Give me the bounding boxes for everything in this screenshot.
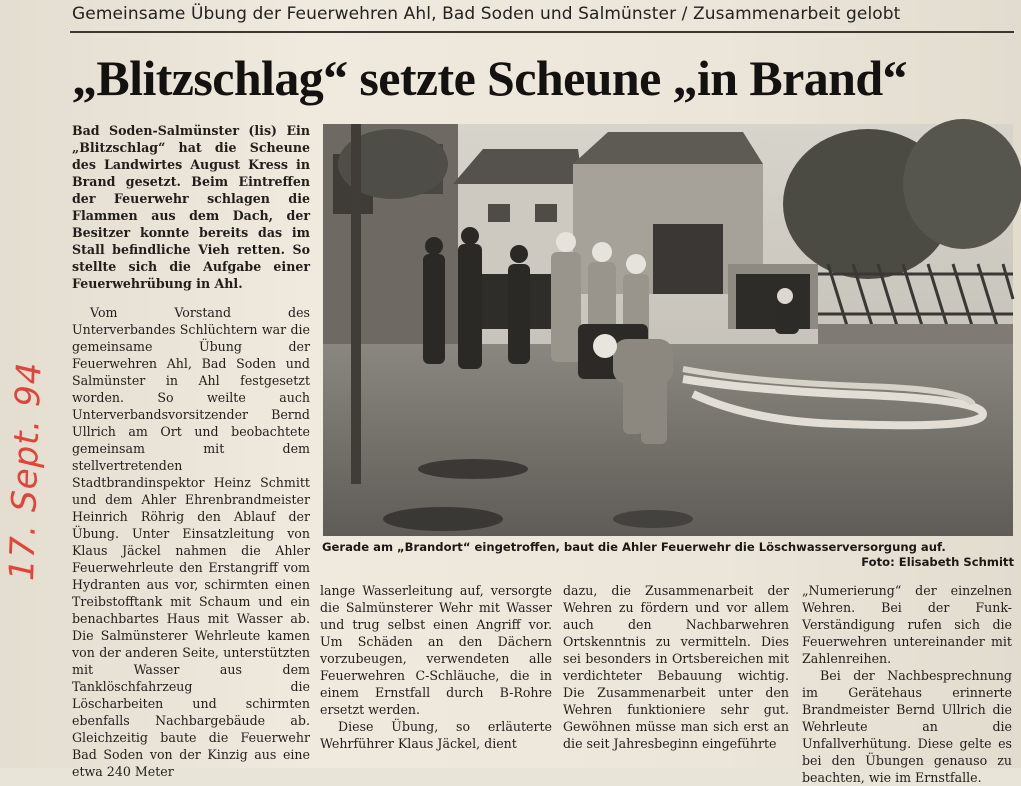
article-headline: „Blitzschlag“ setzte Scheune „in Brand“ <box>72 50 907 106</box>
kicker-rule <box>70 31 1014 33</box>
column-4-paragraph-2: Bei der Nachbesprechnung im Gerätehaus erinnerte Brandmeister Bernd Ullrich die Wehrleute an die Unfallverhütung. Diese gelte es bei den Übungen genauso zu beachten, wie im Ernstfalle. <box>802 668 1012 785</box>
article-column-4 <box>802 582 1012 786</box>
article-kicker: Gemeinsame Übung der Feuerwehren Ahl, Bad Soden und Salmünster / Zusammenarbeit gelobt <box>72 4 901 24</box>
column-2-paragraph-2: Diese Übung, so erläuterte Wehrführer Klaus Jäckel, dient <box>320 719 552 751</box>
column-4-paragraph-1: „Numerierung“ der einzelnen Wehren. Bei der Funk-Verständigung rufen sich die Feuerwehren untereinander mit Zahlenreihen. <box>802 583 1012 666</box>
photo-credit: Foto: Elisabeth Schmitt <box>861 555 1014 569</box>
fire-drill-photo <box>323 124 1013 536</box>
photo-caption <box>322 540 1014 570</box>
article-lead <box>72 122 310 292</box>
article-photo <box>323 124 1013 536</box>
lead-paragraph: Bad Soden-Salmünster (lis) Ein „Blitzschlag“ hat die Scheune des Landwirtes August Kress in Brand gesetzt. Beim Eintreffen der Feuerwehr schlagen die Flammen aus dem Dach, der Besitzer konnte bereits das im Stall befindliche Vieh retten. So stellte sich die Aufgabe einer Feuerwehrübung in Ahl. <box>72 123 310 291</box>
article-column-1 <box>72 304 310 780</box>
article-column-2 <box>320 582 552 752</box>
caption-text: Gerade am „Brandort“ eingetroffen, baut die Ahler Feuerwehr die Löschwasserversorgung auf. <box>322 540 946 554</box>
article-column-3 <box>563 582 789 752</box>
handwritten-date: 17. Sept. 94 <box>2 360 50 582</box>
column-1-paragraph: Vom Vorstand des Unterverbandes Schlüchtern war die gemeinsame Übung der Feuerwehren Ahl, Bad Soden und Salmünster in Ahl festgesetzt worden. So weilte auch Unterverbandsvorsitzender Bernd Ullrich am Ort und beobachtete gemeinsam mit dem stellvertretenden Stadtbrandinspektor Heinz Schmitt und dem Ahler Ehrenbrandmeister Heinrich Röhrig den Ablauf der Übung. Unter Einsatzleitung von Klaus Jäckel nahmen die Ahler Feuerwehrleute den Erstangriff vom Hydranten aus vor, schirmten einen Treibstofftank mit Schaum und ein benachbartes Haus mit Wasser ab. Die Salmünsterer Wehrleute kamen von der anderen Seite, unterstützten mit Wasser aus dem Tanklöschfahrzeug die Löscharbeiten und schirmten ebenfalls Nachbargebäude ab. Gleichzeitig baute die Feuerwehr Bad Soden von der Kinzig aus eine etwa 240 Meter <box>72 305 310 779</box>
column-2-paragraph-1: lange Wasserleitung auf, versorgte die Salmünsterer Wehr mit Wasser und trug selbst einen Angriff vor. Um Schäden an den Dächern vorzubeugen, verwendeten alle Feuerwehren C-Schläuche, die in einem Ernstfall durch B-Rohre ersetzt werden. <box>320 583 552 717</box>
column-3-paragraph-1: dazu, die Zusammenarbeit der Wehren zu fördern und vor allem auch den Nachbarwehren Ortskenntnis zu vermitteln. Dies sei besonders in Ortsbereichen mit verdichteter Bebauung wichtig. Die Zusammenarbeit unter den Wehren funktioniere sehr gut. Gewöhnen müsse man sich erst an die seit Jahresbeginn eingeführte <box>563 583 789 751</box>
